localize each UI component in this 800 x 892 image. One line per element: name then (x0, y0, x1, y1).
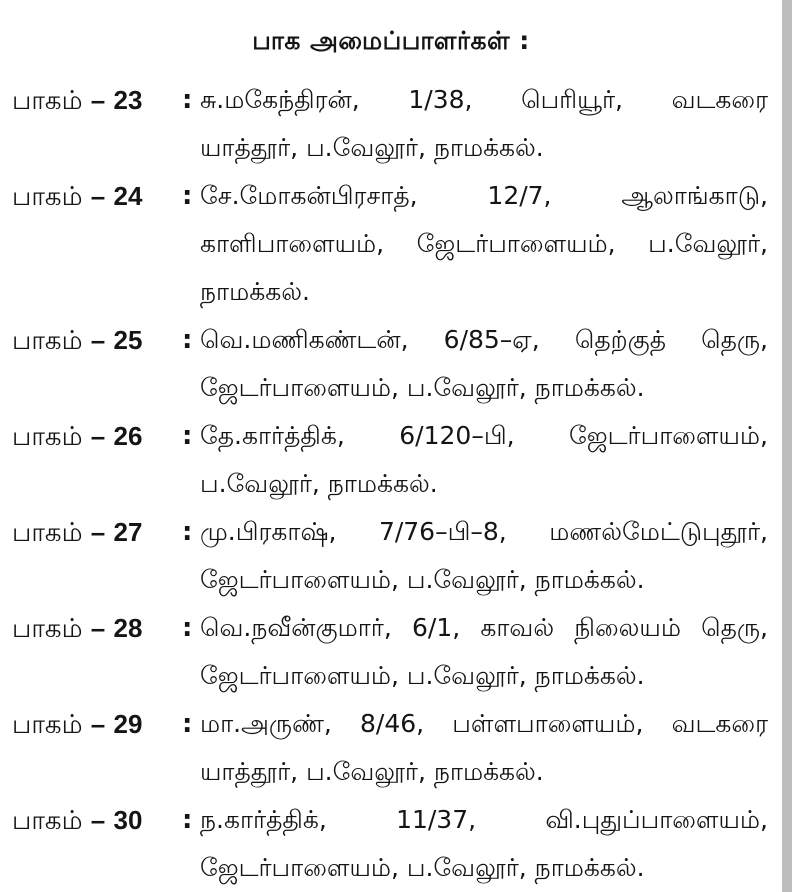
address-line: வெ.நவீன்குமார், 6/1, காவல் நிலையம் தெரு, (200, 613, 768, 642)
address-line: யாத்தூர், ப.வேலூர், நாமக்கல். (200, 133, 544, 162)
list-item (0, 604, 782, 700)
list-item (0, 412, 782, 508)
part-label (12, 316, 142, 365)
separator-colon: : (182, 85, 193, 115)
address-line: நாமக்கல். (200, 277, 310, 306)
separator-colon: : (182, 325, 193, 355)
address-block (200, 700, 768, 796)
part-word: பாகம் (12, 806, 83, 836)
part-word: பாகம் (12, 182, 83, 212)
address-line: வெ.மணிகண்டன், 6/85–ஏ, தெற்குத் தெரு, (200, 325, 768, 354)
part-dash: – (90, 805, 106, 835)
part-word: பாகம் (12, 86, 83, 116)
part-dash: – (90, 517, 106, 547)
address-line: ப.வேலூர், நாமக்கல். (200, 469, 438, 498)
address-line: ஜேடர்பாளையம், ப.வேலூர், நாமக்கல். (200, 661, 645, 690)
part-word: பாகம் (12, 710, 83, 740)
part-dash: – (90, 421, 106, 451)
separator-colon: : (182, 181, 193, 211)
address-block (200, 508, 768, 604)
part-word: பாகம் (12, 326, 83, 356)
address-line: மு.பிரகாஷ், 7/76–பி–8, மணல்மேட்டுபுதூர், (200, 517, 768, 546)
part-label (12, 796, 142, 845)
address-line: ந.கார்த்திக், 11/37, வி.புதுப்பாளையம், (200, 805, 768, 834)
address-line: யாத்தூர், ப.வேலூர், நாமக்கல். (200, 757, 544, 786)
address-block (200, 796, 768, 892)
part-number: 23 (113, 85, 143, 115)
address-line: காளிபாளையம், ஜேடர்பாளையம், ப.வேலூர், (200, 229, 768, 258)
part-label (12, 700, 142, 749)
address-block (200, 172, 768, 316)
address-line: மா.அருண், 8/46, பள்ளபாளையம், வடகரை (200, 709, 768, 738)
entries-list (0, 76, 782, 892)
part-number: 26 (113, 421, 143, 451)
part-dash: – (90, 613, 106, 643)
separator-colon: : (182, 805, 193, 835)
list-item (0, 508, 782, 604)
part-label (12, 604, 142, 653)
address-block (200, 412, 768, 508)
address-line: ஜேடர்பாளையம், ப.வேலூர், நாமக்கல். (200, 565, 645, 594)
part-dash: – (90, 85, 106, 115)
part-word: பாகம் (12, 518, 83, 548)
address-line: சு.மகேந்திரன், 1/38, பெரியூர், வடகரை (200, 85, 768, 114)
part-label (12, 412, 142, 461)
address-line: சே.மோகன்பிரசாத், 12/7, ஆலாங்காடு, (200, 181, 768, 210)
separator-colon: : (182, 517, 193, 547)
address-line: ஜேடர்பாளையம், ப.வேலூர், நாமக்கல். (200, 373, 645, 402)
part-label (12, 172, 142, 221)
part-label (12, 508, 142, 557)
separator-colon: : (182, 709, 193, 739)
part-number: 28 (113, 613, 143, 643)
address-line: தே.கார்த்திக், 6/120–பி, ஜேடர்பாளையம், (200, 421, 768, 450)
part-number: 30 (113, 805, 143, 835)
section-heading: பாக அமைப்பாளர்கள் : (252, 26, 530, 55)
part-number: 24 (113, 181, 143, 211)
list-item (0, 796, 782, 892)
list-item (0, 76, 782, 172)
address-block (200, 316, 768, 412)
list-item (0, 172, 782, 316)
part-dash: – (90, 325, 106, 355)
part-label (12, 76, 142, 125)
separator-colon: : (182, 613, 193, 643)
separator-colon: : (182, 421, 193, 451)
address-block (200, 604, 768, 700)
part-dash: – (90, 709, 106, 739)
address-line: ஜேடர்பாளையம், ப.வேலூர், நாமக்கல். (200, 853, 645, 882)
part-number: 29 (113, 709, 143, 739)
page-edge-divider (782, 0, 792, 892)
list-item (0, 316, 782, 412)
address-block (200, 76, 768, 172)
part-word: பாகம் (12, 614, 83, 644)
part-number: 27 (113, 517, 143, 547)
part-number: 25 (113, 325, 143, 355)
list-item (0, 700, 782, 796)
part-dash: – (90, 181, 106, 211)
part-word: பாகம் (12, 422, 83, 452)
